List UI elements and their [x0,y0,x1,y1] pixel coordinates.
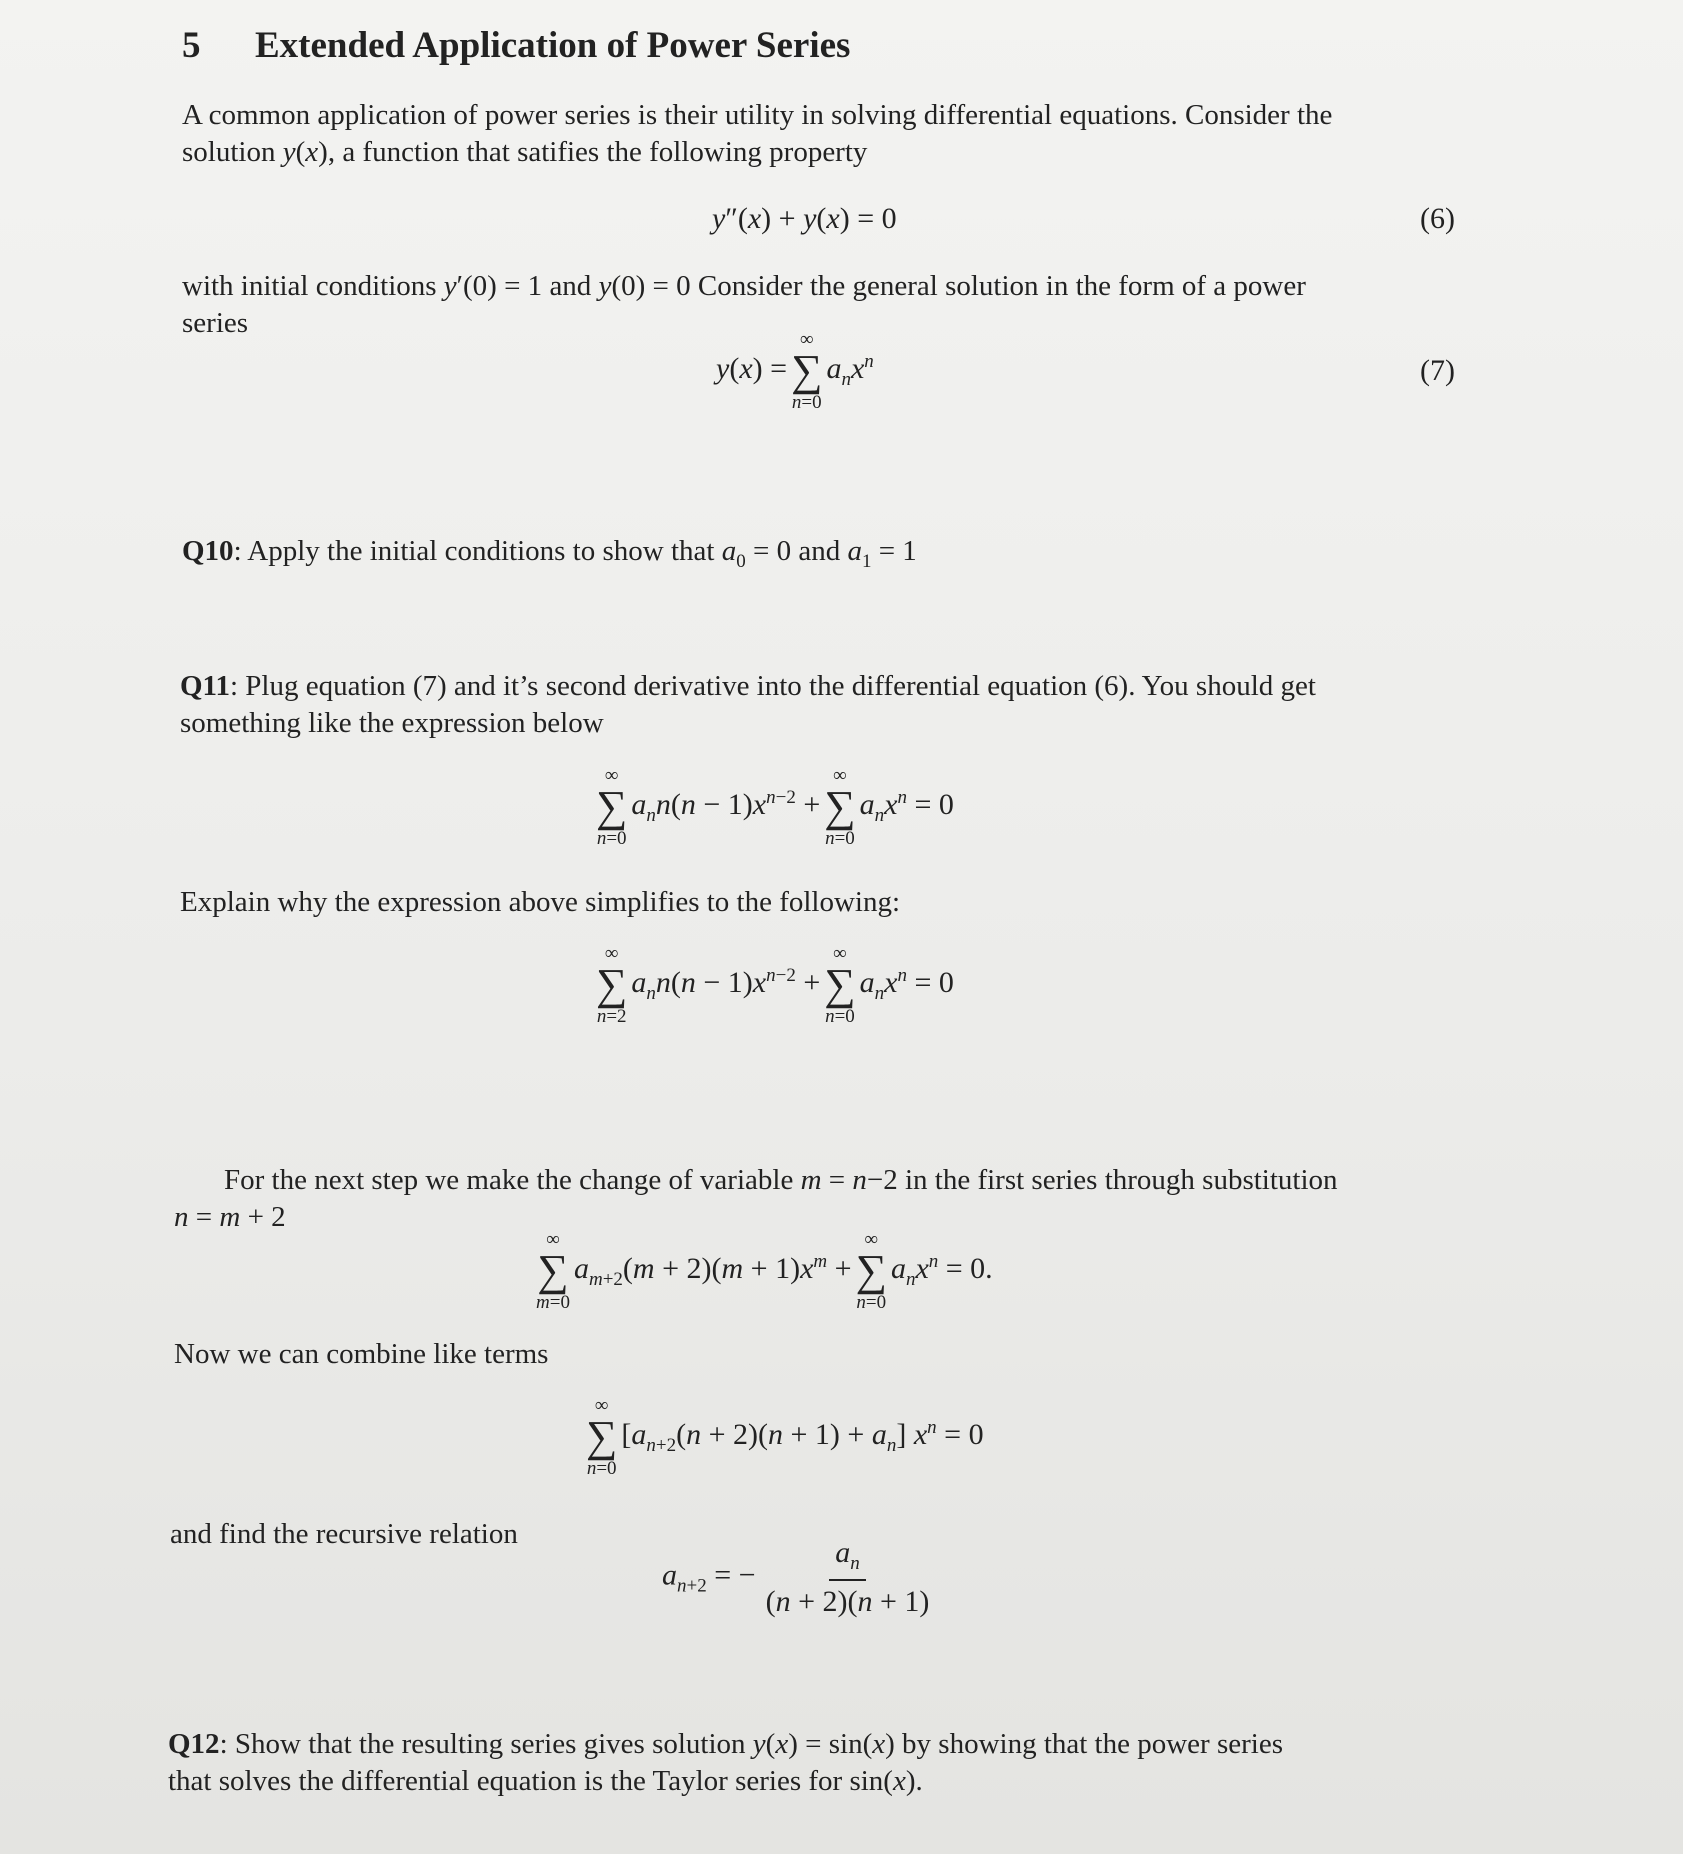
q11-line-1: Q11: Plug equation (7) and it’s second derivative into the differential equation (6). You should get [180,670,1316,702]
math-sin-x: sin(x) [849,1765,916,1797]
question-q10: Q10: Apply the initial conditions to show that $a_0 = 0$ and $a_1 = 1$ [182,535,917,572]
math-n-equals-m-plus-2: n = m + 2 [174,1201,286,1233]
math-y-zero: y(0) = 0 [598,270,691,302]
q11-line-2: something like the expression below [180,707,604,739]
equation-6-number: (6) [1420,202,1455,235]
math-a0: $a_0 = 0$ [721,535,792,572]
math-y-equals-sin: y(x) = sin(x) [752,1728,895,1760]
q12-label: Q12 [168,1728,220,1760]
section-title: Extended Application of Power Series [255,25,851,66]
question-q11 [180,668,1490,742]
recursive-relation: $a_{n+2}$ = − $\frac{a_n}{(n + 2)(n + 1)}$ [662,1536,930,1618]
q12-line-1: Q12: Show that the resulting series gives solution y(x) = sin(x) by showing that the power series [168,1728,1283,1760]
recursive-text: and find the recursive relation [170,1518,518,1550]
math-m-equals-n-minus-2: m = n−2 [800,1164,898,1196]
series-expression-4: ∞ ∑ n=0 $[a_{n+2}(n + 2)(n + 1) + a_n] x^n = 0$ [586,1395,984,1479]
combine-text: Now we can combine like terms [174,1338,549,1370]
equation-7: y(x) = ∞ ∑ n=0 $a_nx^n$ [716,329,874,413]
math-y-of-x: y(x) [282,136,328,168]
series-expression-3: ∞ ∑ m=0 $a_{m+2}(m + 2)(m + 1)x^m$ + ∞ ∑ n=0 $a_nx^n = 0$. [536,1229,993,1313]
q12-line-2: that solves the differential equation is the Taylor series for sin(x). [168,1765,923,1797]
initial-line-2: series [182,307,249,339]
math-a1: $a_1 = 1$ [847,535,917,572]
q10-label: Q10 [182,535,234,567]
q11-label: Q11 [180,670,230,702]
series-expression-1: ∞ ∑ n=0 $a_nn(n - 1)x^{n-2}$ + ∞ ∑ n=0 $a_nx^n = 0$ [596,765,954,849]
equation-7-number: (7) [1420,354,1455,387]
series-expression-2: ∞ ∑ n=2 $a_nn(n - 1)x^{n-2}$ + ∞ ∑ n=0 $a_nx^n = 0$ [596,943,954,1027]
intro-line-2: solution y(x), a function that satifies the following property [182,136,868,168]
intro-paragraph [182,97,1482,171]
substitution-line-1: For the next step we make the change of variable m = n−2 in the first series through substitution [224,1164,1338,1196]
question-q12 [168,1726,1498,1800]
math-yprime-zero: y′(0) = 1 [443,270,543,302]
initial-line-1: with initial conditions y′(0) = 1 and y(0) = 0 Consider the general solution in the form of a power [182,270,1306,302]
equation-6: y″(x) + y(x) = 0 [712,202,897,235]
intro-line-1: A common application of power series is their utility in solving differential equations. Consider the [182,99,1333,131]
q11-explain: Explain why the expression above simplifies to the following: [180,886,901,918]
section-heading [182,24,850,67]
substitution-paragraph [174,1162,1494,1236]
section-number: 5 [182,25,201,66]
